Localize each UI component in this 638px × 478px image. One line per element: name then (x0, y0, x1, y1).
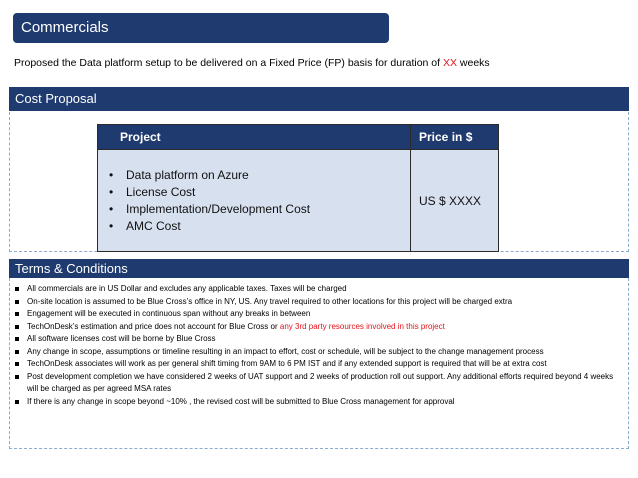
cost-proposal-heading: Cost Proposal (9, 87, 629, 111)
terms-item-highlight: any 3rd party resources involved in this project (279, 321, 445, 331)
cost-table-row (98, 150, 499, 252)
project-items-cell (98, 150, 411, 252)
page-title: Commercials (13, 13, 389, 43)
terms-item (14, 346, 626, 359)
column-header-project: Project (98, 125, 411, 150)
terms-item (14, 333, 626, 346)
terms-item (14, 396, 626, 409)
terms-item-text: All commercials are in US Dollar and excludes any applicable taxes. Taxes will be charged (27, 284, 347, 293)
intro-text-main: Proposed the Data platform setup to be delivered on a Fixed Price (FP) basis for duration of (14, 57, 443, 69)
terms-item-text: Engagement will be executed in continuous span without any breaks in between (27, 309, 311, 318)
project-items-list (104, 167, 410, 235)
project-item: • Implementation/Development Cost (104, 201, 410, 218)
cost-table (97, 124, 499, 252)
terms-list (14, 283, 626, 408)
terms-item-text: Any change in scope, assumptions or timeline resulting in an impact to effort, cost or schedule, will be subject to the change management process (27, 346, 544, 356)
cost-table-header (98, 125, 499, 150)
terms-item (14, 371, 626, 396)
terms-item-text: TechOnDesk’s estimation and price does not account for Blue Cross or (27, 321, 280, 331)
terms-item (14, 283, 626, 296)
terms-item-text: On-site location is assumed to be Blue Cross’s office in NY, US. Any travel required to other locations for this project will be charged extra (27, 296, 513, 306)
terms-heading: Terms & Conditions (9, 259, 629, 278)
terms-item (14, 296, 626, 309)
terms-item-text: Post development completion we have considered 2 weeks of UAT support and 2 weeks of production roll out support. Any additional efforts required beyond 4 weeks will be charged as per agreed MSA rates (27, 371, 614, 393)
terms-item-text: If there is any change in scope beyond ~10% , the revised cost will be submitted to Blue Cross management for approval (27, 396, 455, 406)
terms-item (14, 358, 626, 371)
intro-text (14, 57, 490, 69)
terms-item (14, 321, 626, 334)
price-cell: US $ XXXX (411, 150, 499, 252)
column-header-price: Price in $ (411, 125, 499, 150)
terms-item-text: All software licenses cost will be borne by Blue Cross (27, 334, 216, 343)
project-item: • License Cost (104, 184, 410, 201)
terms-item (14, 308, 626, 321)
project-item: • Data platform on Azure (104, 167, 410, 184)
project-item: • AMC Cost (104, 218, 410, 235)
intro-duration-placeholder: XX (442, 57, 457, 69)
intro-text-end: weeks (457, 57, 490, 69)
terms-item-text: TechOnDesk associates will work as per general shift timing from 9AM to 6 PM IST and if any extended support is required that will be at extra cost (27, 359, 547, 368)
